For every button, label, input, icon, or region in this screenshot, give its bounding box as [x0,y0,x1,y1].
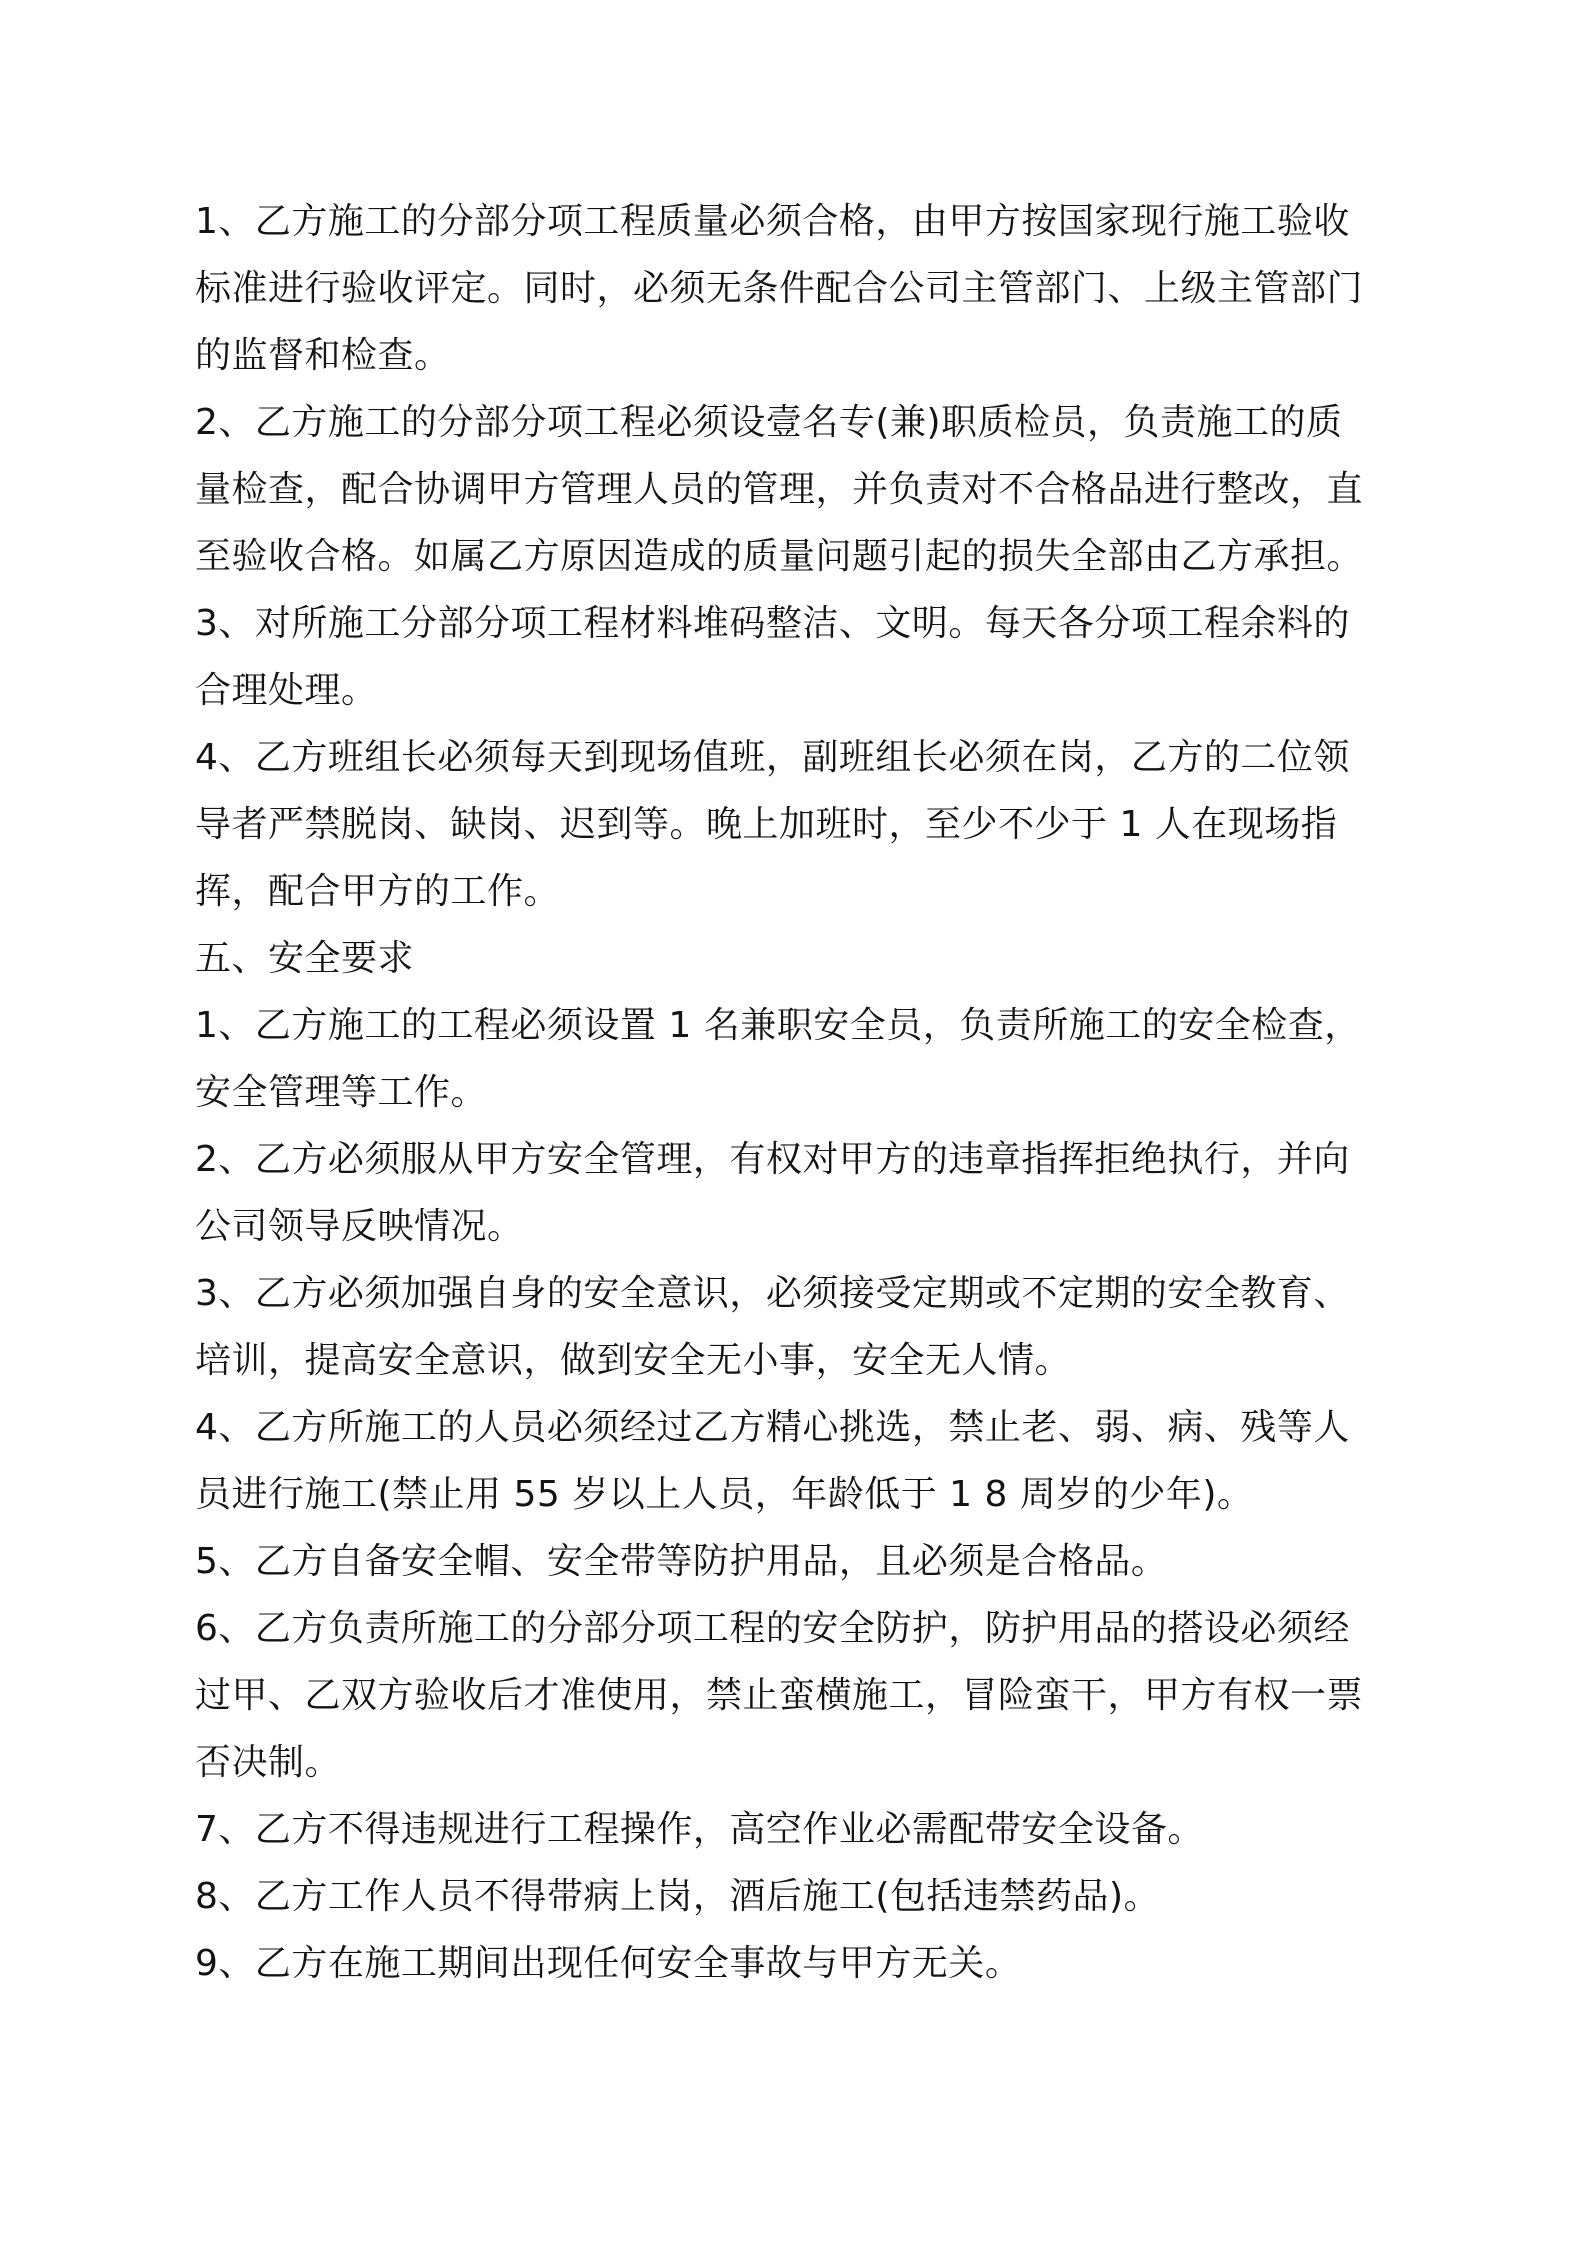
document-body [195,188,1410,1997]
paragraph [195,724,1410,925]
paragraph [195,1930,1410,1997]
text-line: 至验收合格。如属乙方原因造成的质量问题引起的损失全部由乙方承担。 [195,536,1364,577]
paragraph [195,1394,1410,1528]
text-line: 9、乙方在施工期间出现任何安全事故与甲方无关。 [195,1943,1022,1984]
paragraph [195,1126,1410,1260]
text-line: 合理处理。 [195,670,378,711]
heading-text: 五、安全要求 [195,938,415,979]
paragraph [195,1863,1410,1930]
text-line: 2、乙方必须服从甲方安全管理，有权对甲方的违章指挥拒绝执行，并向 [195,1139,1350,1180]
text-line: 3、对所施工分部分项工程材料堆码整洁、文明。每天各分项工程余料的 [195,603,1350,644]
section-heading [195,925,1410,992]
paragraph [195,188,1410,389]
text-line: 5、乙方自备安全帽、安全带等防护用品，且必须是合格品。 [195,1541,1168,1582]
paragraph [195,1528,1410,1595]
text-line: 员进行施工(禁止用 55 岁以上人员，年龄低于 1 8 周岁的少年)。 [195,1474,1254,1515]
text-line: 3、乙方必须加强自身的安全意识，必须接受定期或不定期的安全教育、 [195,1273,1350,1314]
paragraph [195,1796,1410,1863]
text-line: 8、乙方工作人员不得带病上岗，酒后施工(包括违禁药品)。 [195,1876,1160,1917]
text-line: 4、乙方班组长必须每天到现场值班，副班组长必须在岗，乙方的二位领 [195,737,1350,778]
paragraph [195,1595,1410,1796]
text-line: 导者严禁脱岗、缺岗、迟到等。晚上加班时，至少不少于 1 人在现场指 [195,804,1338,845]
paragraph [195,389,1410,590]
text-line: 的监督和检查。 [195,335,451,376]
text-line: 过甲、乙双方验收后才准使用，禁止蛮横施工，冒险蛮干，甲方有权一票 [195,1675,1364,1716]
text-line: 标准进行验收评定。同时，必须无条件配合公司主管部门、上级主管部门 [195,268,1364,309]
text-line: 安全管理等工作。 [195,1072,488,1113]
paragraph [195,1260,1410,1394]
text-line: 6、乙方负责所施工的分部分项工程的安全防护，防护用品的搭设必须经 [195,1608,1350,1649]
text-line: 公司领导反映情况。 [195,1206,524,1247]
text-line: 培训，提高安全意识，做到安全无小事，安全无人情。 [195,1340,1072,1381]
paragraph [195,992,1410,1126]
text-line: 挥，配合甲方的工作。 [195,871,561,912]
text-line: 量检查，配合协调甲方管理人员的管理，并负责对不合格品进行整改，直 [195,469,1364,510]
text-line: 否决制。 [195,1742,342,1783]
text-line: 7、乙方不得违规进行工程操作，高空作业必需配带安全设备。 [195,1809,1204,1850]
text-line: 2、乙方施工的分部分项工程必须设壹名专(兼)职质检员，负责施工的质 [195,402,1343,443]
text-line: 1、乙方施工的工程必须设置 1 名兼职安全员，负责所施工的安全检查， [195,1005,1361,1046]
text-line: 4、乙方所施工的人员必须经过乙方精心挑选，禁止老、弱、病、残等人 [195,1407,1350,1448]
text-line: 1、乙方施工的分部分项工程质量必须合格，由甲方按国家现行施工验收 [195,201,1350,242]
paragraph [195,590,1410,724]
